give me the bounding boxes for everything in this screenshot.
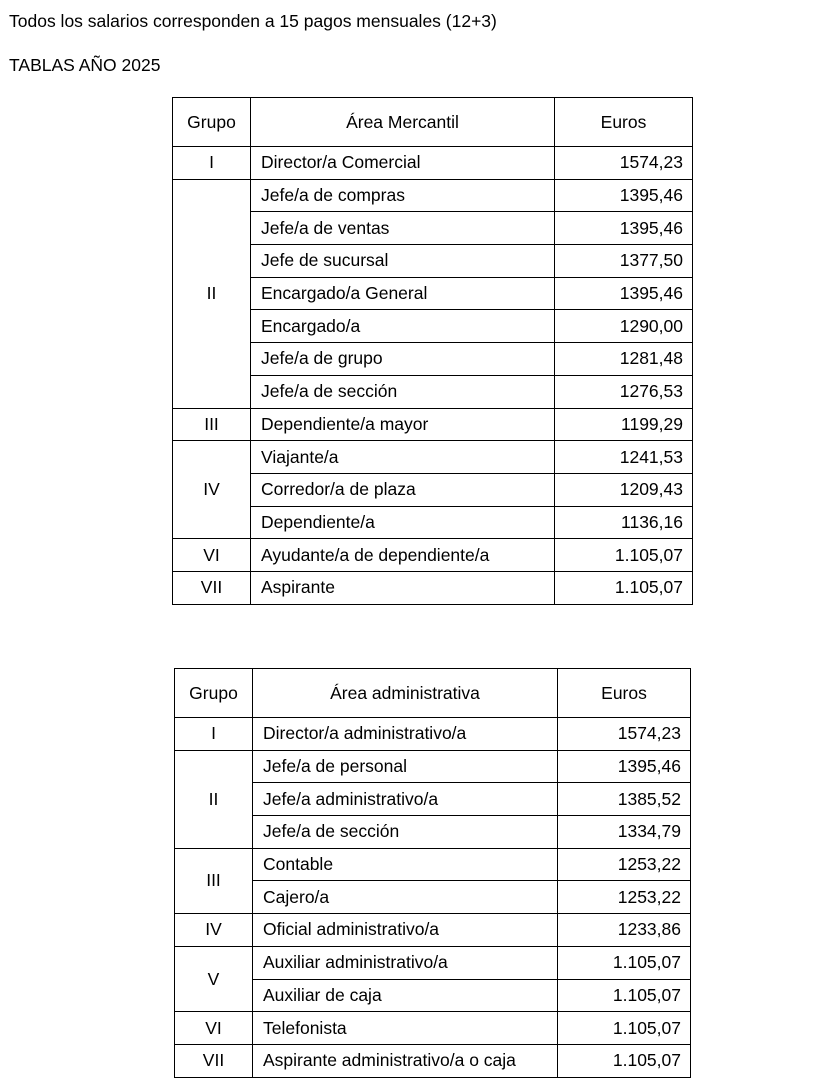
salary-euros-cell: 1.105,07 xyxy=(555,539,693,572)
salary-euros-cell: 1253,22 xyxy=(558,881,691,914)
job-title-cell: Cajero/a xyxy=(253,881,558,914)
salary-euros-cell: 1290,00 xyxy=(555,310,693,343)
table-body xyxy=(173,147,693,605)
job-title-cell: Jefe/a de ventas xyxy=(251,212,555,245)
salary-euros-cell: 1574,23 xyxy=(555,147,693,180)
salary-euros-cell: 1395,46 xyxy=(558,750,691,783)
header-group: Grupo xyxy=(175,669,253,718)
group-cell: I xyxy=(175,718,253,751)
group-cell: VII xyxy=(175,1044,253,1077)
salary-euros-cell: 1395,46 xyxy=(555,179,693,212)
table-row xyxy=(173,441,693,474)
table-header-row xyxy=(175,669,691,718)
group-cell: III xyxy=(173,408,251,441)
table-row xyxy=(175,848,691,881)
salary-euros-cell: 1.105,07 xyxy=(558,1012,691,1045)
job-title-cell: Jefe/a de sección xyxy=(253,816,558,849)
job-title-cell: Encargado/a xyxy=(251,310,555,343)
table-row xyxy=(173,310,693,343)
salary-euros-cell: 1377,50 xyxy=(555,245,693,278)
table-row xyxy=(175,816,691,849)
header-area: Área Mercantil xyxy=(251,98,555,147)
table-row xyxy=(175,914,691,947)
group-cell: VII xyxy=(173,571,251,604)
header-euros: Euros xyxy=(558,669,691,718)
header-euros: Euros xyxy=(555,98,693,147)
job-title-cell: Auxiliar de caja xyxy=(253,979,558,1012)
job-title-cell: Viajante/a xyxy=(251,441,555,474)
group-cell: VI xyxy=(175,1012,253,1045)
job-title-cell: Jefe/a administrativo/a xyxy=(253,783,558,816)
salary-euros-cell: 1.105,07 xyxy=(558,979,691,1012)
table-row xyxy=(173,147,693,180)
header-area: Área administrativa xyxy=(253,669,558,718)
table-row xyxy=(175,1012,691,1045)
job-title-cell: Contable xyxy=(253,848,558,881)
table-row xyxy=(175,718,691,751)
salary-euros-cell: 1233,86 xyxy=(558,914,691,947)
job-title-cell: Director/a Comercial xyxy=(251,147,555,180)
job-title-cell: Ayudante/a de dependiente/a xyxy=(251,539,555,572)
mercantil-salary-table xyxy=(172,97,693,605)
table-row xyxy=(175,946,691,979)
table-row xyxy=(173,343,693,376)
table-header-row xyxy=(173,98,693,147)
salary-euros-cell: 1.105,07 xyxy=(558,1044,691,1077)
table-row xyxy=(175,979,691,1012)
job-title-cell: Auxiliar administrativo/a xyxy=(253,946,558,979)
group-cell: II xyxy=(173,179,251,408)
header-group: Grupo xyxy=(173,98,251,147)
table-row xyxy=(175,750,691,783)
table-row xyxy=(173,179,693,212)
job-title-cell: Director/a administrativo/a xyxy=(253,718,558,751)
table-row xyxy=(173,473,693,506)
salary-euros-cell: 1334,79 xyxy=(558,816,691,849)
section-title: TABLAS AÑO 2025 xyxy=(9,55,161,75)
table-row xyxy=(173,571,693,604)
salary-euros-cell: 1.105,07 xyxy=(558,946,691,979)
group-cell: IV xyxy=(173,441,251,539)
salary-euros-cell: 1281,48 xyxy=(555,343,693,376)
job-title-cell: Aspirante administrativo/a o caja xyxy=(253,1044,558,1077)
intro-text: Todos los salarios corresponden a 15 pagos mensuales (12+3) xyxy=(9,11,497,31)
table-row xyxy=(173,212,693,245)
job-title-cell: Jefe/a de compras xyxy=(251,179,555,212)
salary-euros-cell: 1.105,07 xyxy=(555,571,693,604)
salary-euros-cell: 1574,23 xyxy=(558,718,691,751)
table-row xyxy=(173,245,693,278)
table-row xyxy=(173,539,693,572)
salary-euros-cell: 1395,46 xyxy=(555,212,693,245)
job-title-cell: Corredor/a de plaza xyxy=(251,473,555,506)
administrativa-salary-table xyxy=(174,668,691,1078)
table-row xyxy=(175,783,691,816)
table-row xyxy=(173,506,693,539)
table-row xyxy=(173,277,693,310)
job-title-cell: Encargado/a General xyxy=(251,277,555,310)
salary-euros-cell: 1276,53 xyxy=(555,375,693,408)
group-cell: IV xyxy=(175,914,253,947)
table-row xyxy=(173,408,693,441)
job-title-cell: Dependiente/a mayor xyxy=(251,408,555,441)
group-cell: VI xyxy=(173,539,251,572)
job-title-cell: Aspirante xyxy=(251,571,555,604)
job-title-cell: Jefe/a de personal xyxy=(253,750,558,783)
salary-euros-cell: 1209,43 xyxy=(555,473,693,506)
group-cell: III xyxy=(175,848,253,913)
table-row xyxy=(175,1044,691,1077)
table-row xyxy=(173,375,693,408)
job-title-cell: Oficial administrativo/a xyxy=(253,914,558,947)
salary-euros-cell: 1253,22 xyxy=(558,848,691,881)
job-title-cell: Jefe de sucursal xyxy=(251,245,555,278)
job-title-cell: Telefonista xyxy=(253,1012,558,1045)
job-title-cell: Jefe/a de grupo xyxy=(251,343,555,376)
salary-euros-cell: 1199,29 xyxy=(555,408,693,441)
group-cell: V xyxy=(175,946,253,1011)
table-row xyxy=(175,881,691,914)
table-body xyxy=(175,718,691,1078)
salary-euros-cell: 1385,52 xyxy=(558,783,691,816)
group-cell: I xyxy=(173,147,251,180)
salary-euros-cell: 1241,53 xyxy=(555,441,693,474)
salary-euros-cell: 1395,46 xyxy=(555,277,693,310)
group-cell: II xyxy=(175,750,253,848)
salary-euros-cell: 1136,16 xyxy=(555,506,693,539)
job-title-cell: Jefe/a de sección xyxy=(251,375,555,408)
job-title-cell: Dependiente/a xyxy=(251,506,555,539)
